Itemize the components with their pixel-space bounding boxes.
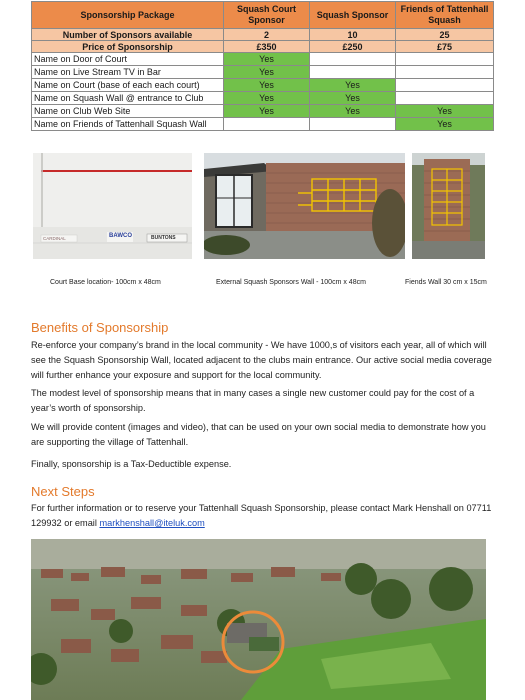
table-cell xyxy=(396,66,494,79)
aerial-village-photo xyxy=(31,539,486,700)
logo-bawco: BAWCO xyxy=(109,233,132,239)
aerial-village-image xyxy=(31,539,486,700)
table-header-row xyxy=(32,2,494,29)
table-cell: Yes xyxy=(310,79,396,92)
next-steps-heading: Next Steps xyxy=(31,484,95,499)
caption-court-base: Court Base location- 100cm x 48cm xyxy=(50,279,161,286)
table-row xyxy=(32,105,494,118)
table-row xyxy=(32,29,494,41)
sponsorship-table xyxy=(31,1,494,131)
table-cell xyxy=(224,118,310,131)
table-cell xyxy=(310,53,396,66)
benefits-paragraph-2: The modest level of sponsorship means that in many cases a single new customer could pay for the cost of a year’s worth of sponsorship. xyxy=(31,388,475,413)
court-base-image xyxy=(33,153,192,259)
row-label: Name on Friends of Tattenhall Squash Wall xyxy=(32,118,224,131)
row-label: Name on Squash Wall @ entrance to Club xyxy=(32,92,224,105)
table-cell: Yes xyxy=(224,79,310,92)
benefits-paragraph-1: Re-enforce your company’s brand in the local community - We have 1000,s of visitors each year, all of which will see the Squash Sponsorship Wall, located adjacent to the clubs main entrance. Our active social media coverage will further enhance your exposure and support for the local community. xyxy=(31,340,492,380)
caption-friends-wall: Fiends Wall 30 cm x 15cm xyxy=(405,279,487,286)
sponsorship-table-body xyxy=(32,2,494,131)
friends-wall-photo xyxy=(412,153,485,259)
row-label: Name on Court (base of each each court) xyxy=(32,79,224,92)
header-court-sponsor: Squash Court Sponsor xyxy=(224,2,310,29)
header-friends: Friends of Tattenhall Squash xyxy=(396,2,494,29)
table-cell xyxy=(310,66,396,79)
row-label: Number of Sponsors available xyxy=(32,29,224,41)
table-row xyxy=(32,79,494,92)
court-base-photo xyxy=(33,153,192,259)
next-steps-paragraph xyxy=(31,501,495,531)
logo-cardinal: CARDINAL xyxy=(43,236,66,241)
table-cell: £75 xyxy=(396,41,494,53)
table-cell: Yes xyxy=(224,53,310,66)
row-label: Name on Club Web Site xyxy=(32,105,224,118)
external-wall-image xyxy=(204,153,405,259)
table-row xyxy=(32,118,494,131)
table-cell: Yes xyxy=(396,105,494,118)
table-cell: Yes xyxy=(396,118,494,131)
table-cell: Yes xyxy=(224,92,310,105)
table-cell xyxy=(396,53,494,66)
table-row xyxy=(32,41,494,53)
table-cell: £250 xyxy=(310,41,396,53)
header-squash-sponsor: Squash Sponsor xyxy=(310,2,396,29)
header-package: Sponsorship Package xyxy=(32,2,224,29)
table-cell: 25 xyxy=(396,29,494,41)
row-label: Name on Live Stream TV in Bar xyxy=(32,66,224,79)
table-cell: 2 xyxy=(224,29,310,41)
caption-external-wall: External Squash Sponsors Wall - 100cm x 48cm xyxy=(216,279,366,286)
table-cell xyxy=(396,79,494,92)
benefits-paragraph-4: Finally, sponsorship is a Tax-Deductible expense. xyxy=(31,459,232,469)
row-label: Price of Sponsorship xyxy=(32,41,224,53)
table-cell: 10 xyxy=(310,29,396,41)
next-steps-text: For further information or to reserve your Tattenhall Squash Sponsorship, please contact Mark Henshall on 07711 129932 or email xyxy=(31,503,492,528)
row-label: Name on Door of Court xyxy=(32,53,224,66)
logo-buntons: BUNTONS xyxy=(151,235,176,241)
benefits-paragraph-3: We will provide content (images and video), that can be used on your own social media to demonstrate how you are supporting the village of Tattenhall. xyxy=(31,422,486,447)
benefits-heading: Benefits of Sponsorship xyxy=(31,320,169,335)
table-row xyxy=(32,66,494,79)
table-row xyxy=(32,92,494,105)
table-cell: Yes xyxy=(224,66,310,79)
table-cell xyxy=(310,118,396,131)
table-cell: Yes xyxy=(310,105,396,118)
email-link[interactable]: markhenshall@iteluk.com xyxy=(99,518,205,528)
table-cell: Yes xyxy=(224,105,310,118)
table-cell: Yes xyxy=(310,92,396,105)
friends-wall-image xyxy=(412,153,485,259)
table-row xyxy=(32,53,494,66)
table-cell xyxy=(396,92,494,105)
external-wall-photo xyxy=(204,153,405,259)
table-cell: £350 xyxy=(224,41,310,53)
